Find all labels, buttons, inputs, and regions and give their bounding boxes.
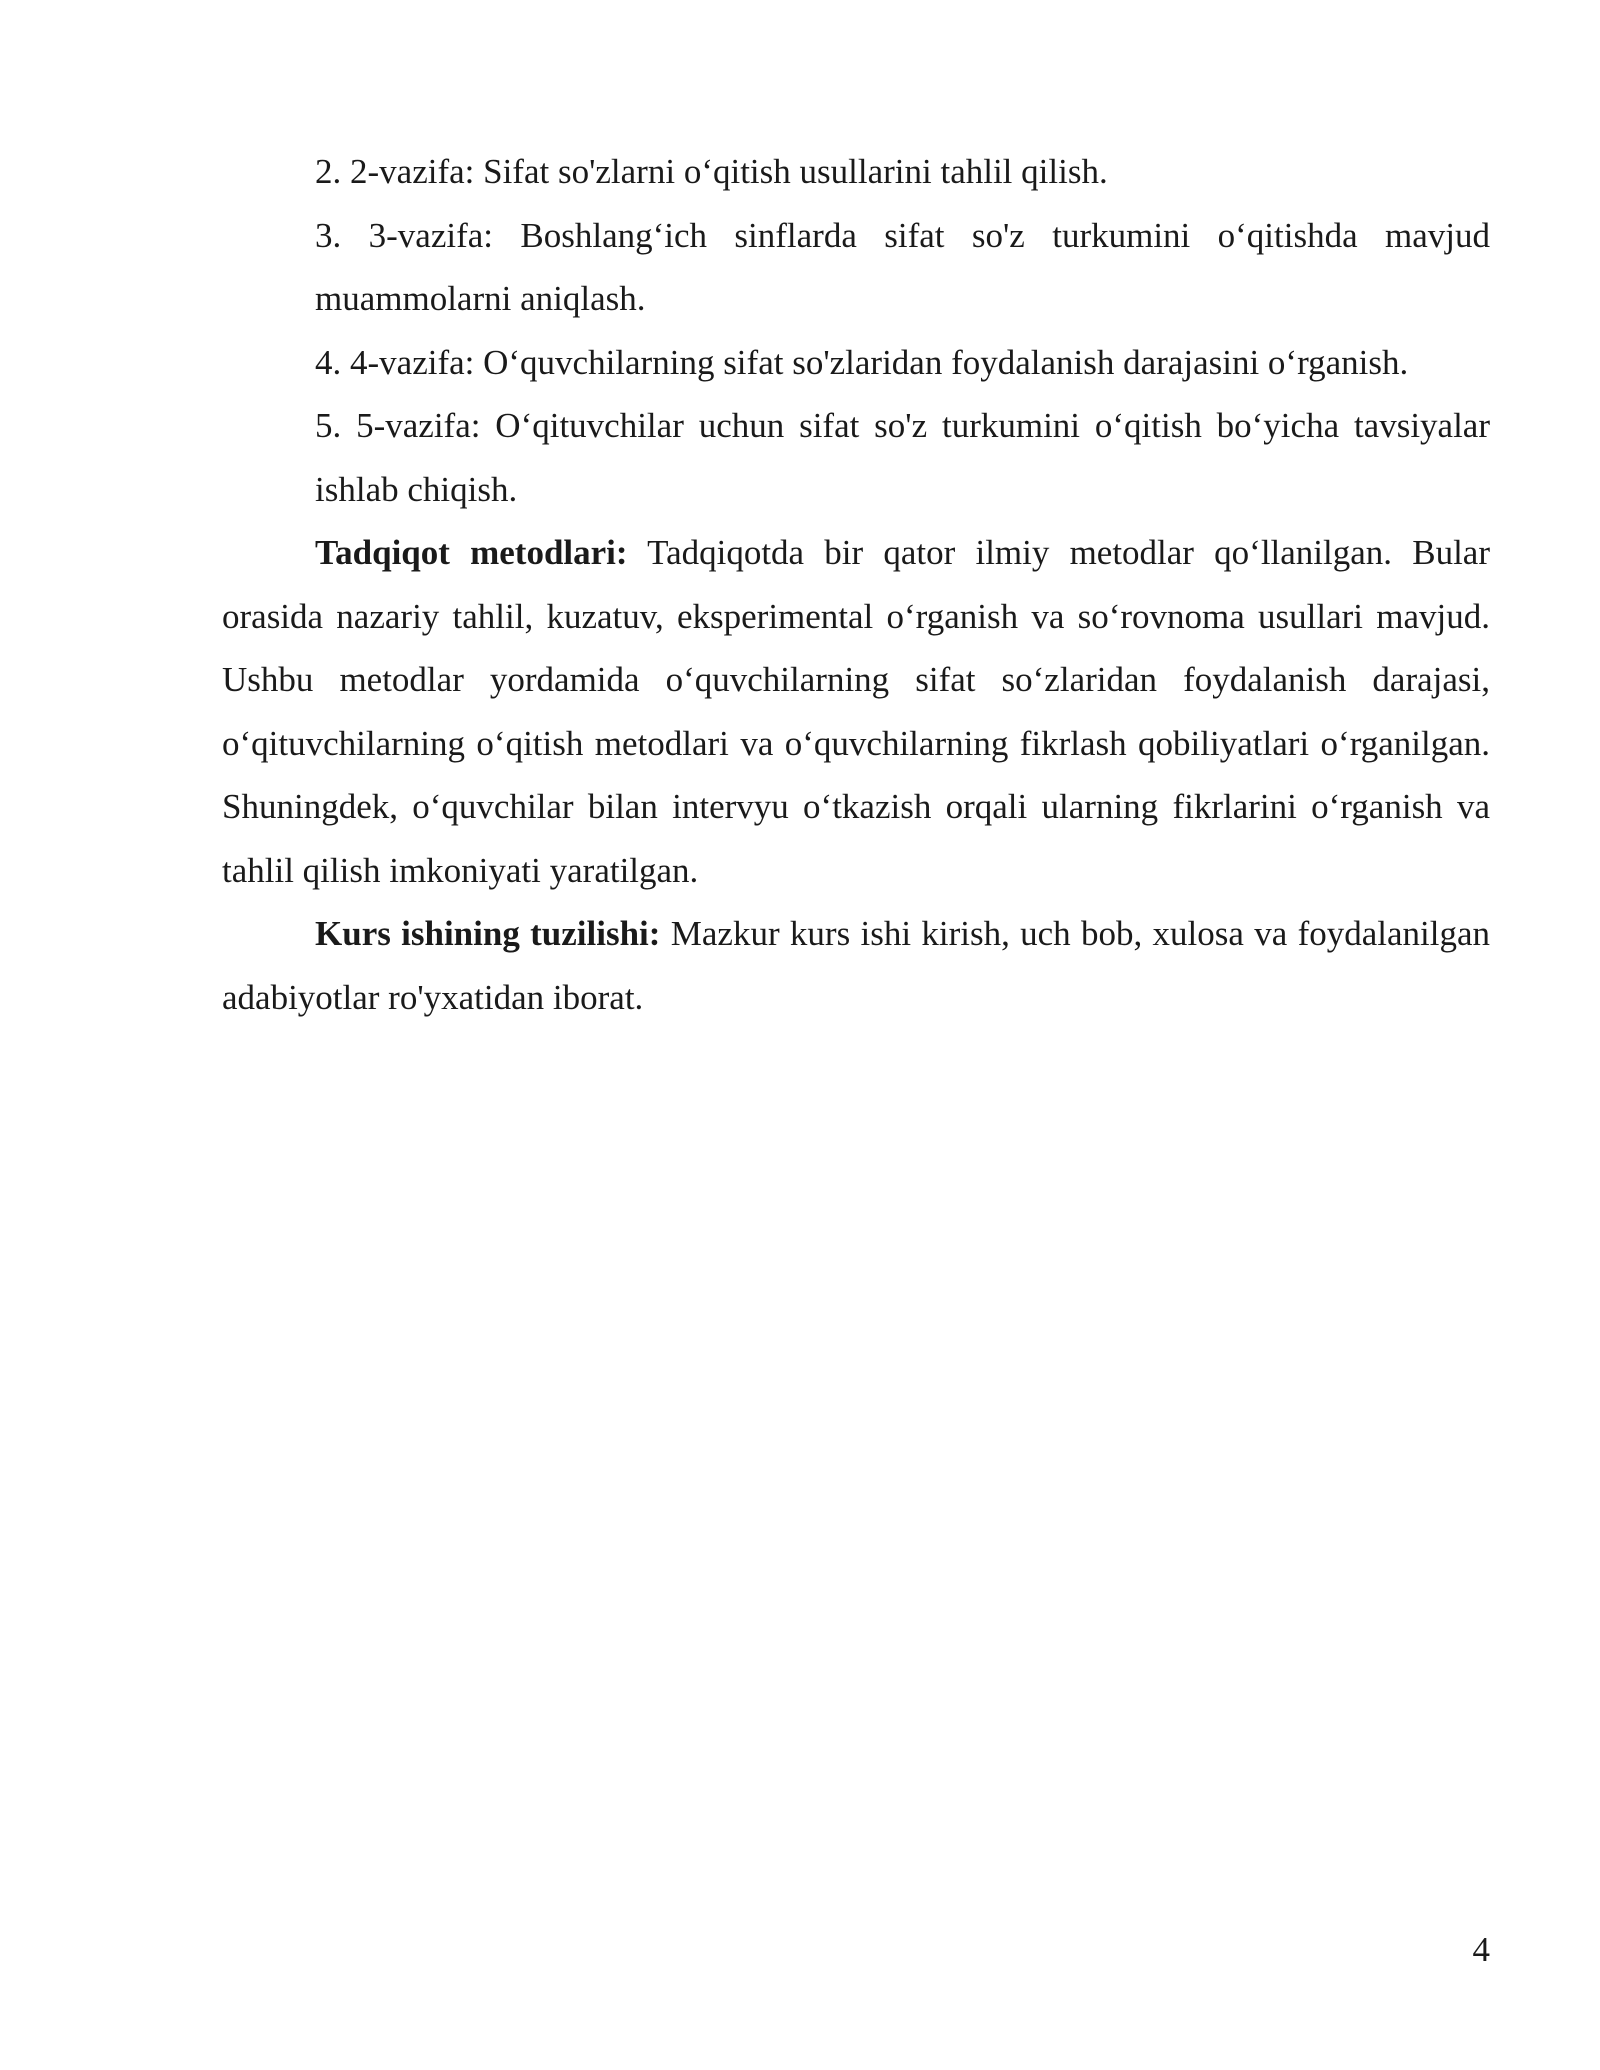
task-item-5: 5. 5-vazifa: O‘qituvchilar uchun sifat so'z turkumini o‘qitish bo‘yicha tavsiyalar ishlab chiqish. bbox=[315, 406, 1490, 509]
task-item-2: 2. 2-vazifa: Sifat so'zlarni o‘qitish usullarini tahlil qilish. bbox=[315, 152, 1108, 191]
page-number: 4 bbox=[1472, 1930, 1490, 1969]
methods-text: Tadqiqotda bir qator ilmiy metodlar qo‘llanilgan. Bular orasida nazariy tahlil, kuzatuv, eksperimental o‘rganish va so‘rovnoma usullari mavjud. Ushbu metodlar yordamida o‘quvchilarning sifat so‘zlaridan foydalanish darajasi, o‘qituvchilarning o‘qitish metodlari va o‘quvchilarning fikrlash qobiliyatlari o‘rganilgan. Shuningdek, o‘quvchilar bilan intervyu o‘tkazish orqali ularning fikrlarini o‘rganish va tahlil qilish imkoniyati yaratilgan. bbox=[222, 533, 1490, 890]
page-body bbox=[222, 140, 1490, 1029]
structure-heading: Kurs ishining tuzilishi: bbox=[315, 914, 661, 953]
task-item-4: 4. 4-vazifa: O‘quvchilarning sifat so'zlaridan foydalanish darajasini o‘rganish. bbox=[315, 342, 1409, 382]
methods-paragraph bbox=[222, 521, 1490, 902]
structure-text: Mazkur kurs ishi kirish, uch bob, xulosa va foydalanilgan adabiyotlar ro'yxatidan iborat. bbox=[222, 914, 1491, 1017]
structure-paragraph bbox=[222, 902, 1490, 1029]
task-item-3: 3. 3-vazifa: Boshlang‘ich sinflarda sifat so'z turkumini o‘qitishda mavjud muammolarni aniqlash. bbox=[315, 215, 1490, 318]
methods-heading: Tadqiqot metodlari: bbox=[315, 533, 628, 572]
